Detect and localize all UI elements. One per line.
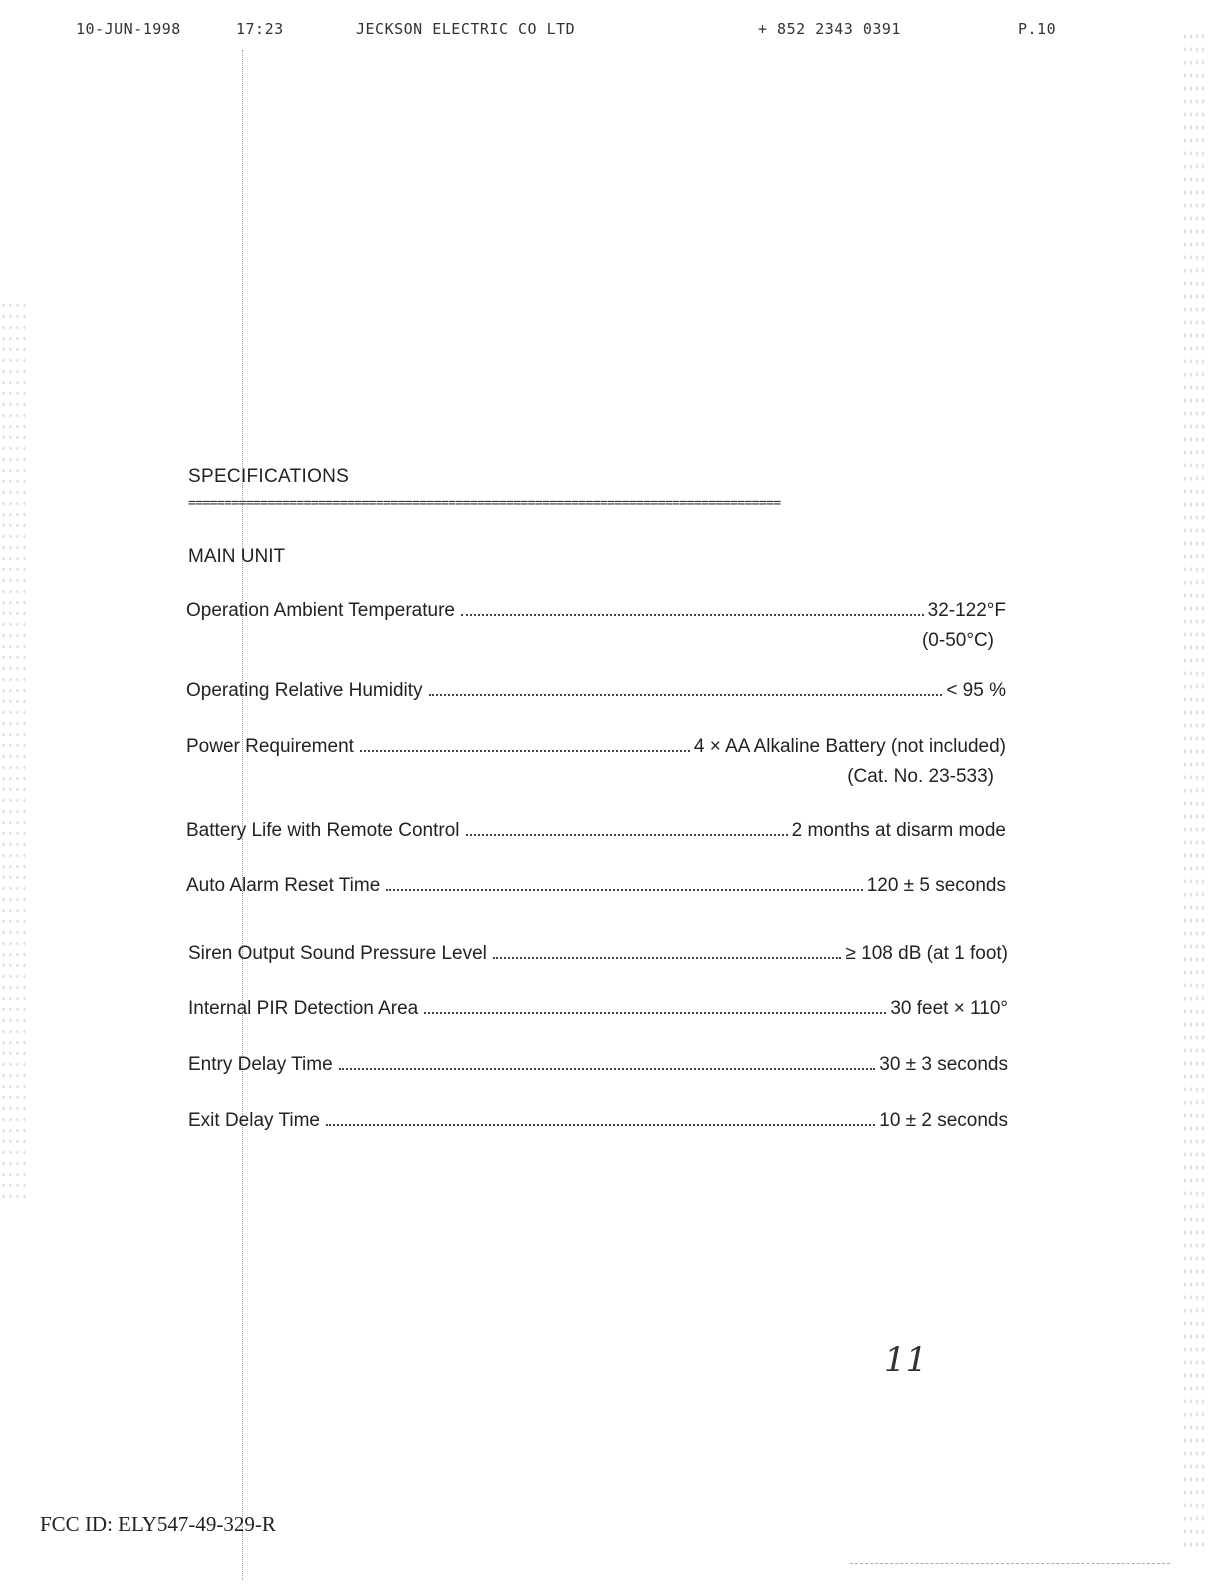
spec-row [188,943,1008,971]
spec-row [188,1054,1008,1082]
spec-label: Operation Ambient Temperature [186,600,455,621]
spec-value-extra: (Cat. No. 23-533) [847,766,994,787]
spec-value: ≥ 108 dB (at 1 foot) [845,943,1008,964]
spec-value: < 95 % [946,680,1006,701]
spec-row [186,875,1006,903]
leader-dots [360,750,690,752]
leader-dots [461,614,924,616]
spec-value: 30 ± 3 seconds [879,1054,1008,1075]
spec-label: Operating Relative Humidity [186,680,423,701]
leader-dots [424,1012,886,1014]
scan-noise-right [1182,30,1204,1550]
leader-dots [493,957,842,959]
spec-value-extra: (0-50°C) [921,630,994,651]
leader-dots [326,1124,875,1126]
spec-label: Battery Life with Remote Control [186,820,460,841]
spec-row [186,600,1006,652]
spec-label: Entry Delay Time [188,1054,333,1075]
fax-date: 10-JUN-1998 [76,20,181,38]
spec-label: Siren Output Sound Pressure Level [188,943,487,964]
scan-noise-left [0,300,30,1200]
sub-title: MAIN UNIT [188,546,286,567]
fax-phone: + 852 2343 0391 [758,20,901,38]
spec-row [188,1110,1008,1138]
fax-time: 17:23 [236,20,284,38]
spec-label: Auto Alarm Reset Time [186,875,381,896]
spec-value: 2 months at disarm mode [791,820,1006,841]
divider-rule: ================================================================================== [188,496,781,511]
spec-value: 120 ± 5 seconds [866,875,1006,896]
leader-dots [429,694,943,696]
fax-company: JECKSON ELECTRIC CO LTD [356,20,576,38]
spec-row [186,680,1006,708]
spec-label: Exit Delay Time [188,1110,320,1131]
section-title: SPECIFICATIONS [188,466,350,487]
fax-header [0,20,1224,44]
spec-value: 10 ± 2 seconds [879,1110,1008,1131]
spec-value: 30 feet × 110° [890,998,1008,1019]
spec-value: 4 × AA Alkaline Battery (not included) [693,736,1006,757]
spec-label: Power Requirement [186,736,354,757]
handwritten-page-number: 11 [884,1340,928,1380]
leader-dots [339,1068,876,1070]
spec-row [186,820,1006,848]
spec-label: Internal PIR Detection Area [188,998,419,1019]
leader-dots [386,889,862,891]
scan-artifact-line [242,50,243,1580]
leader-dots [466,834,788,836]
scan-artifact-bottom [850,1563,1170,1564]
fax-page-number: P.10 [1018,20,1057,38]
spec-value: 32-122°F [927,600,1006,621]
spec-row [188,998,1008,1026]
fcc-id-footer: FCC ID: ELY547-49-329-R [40,1512,276,1536]
spec-row [186,736,1006,788]
